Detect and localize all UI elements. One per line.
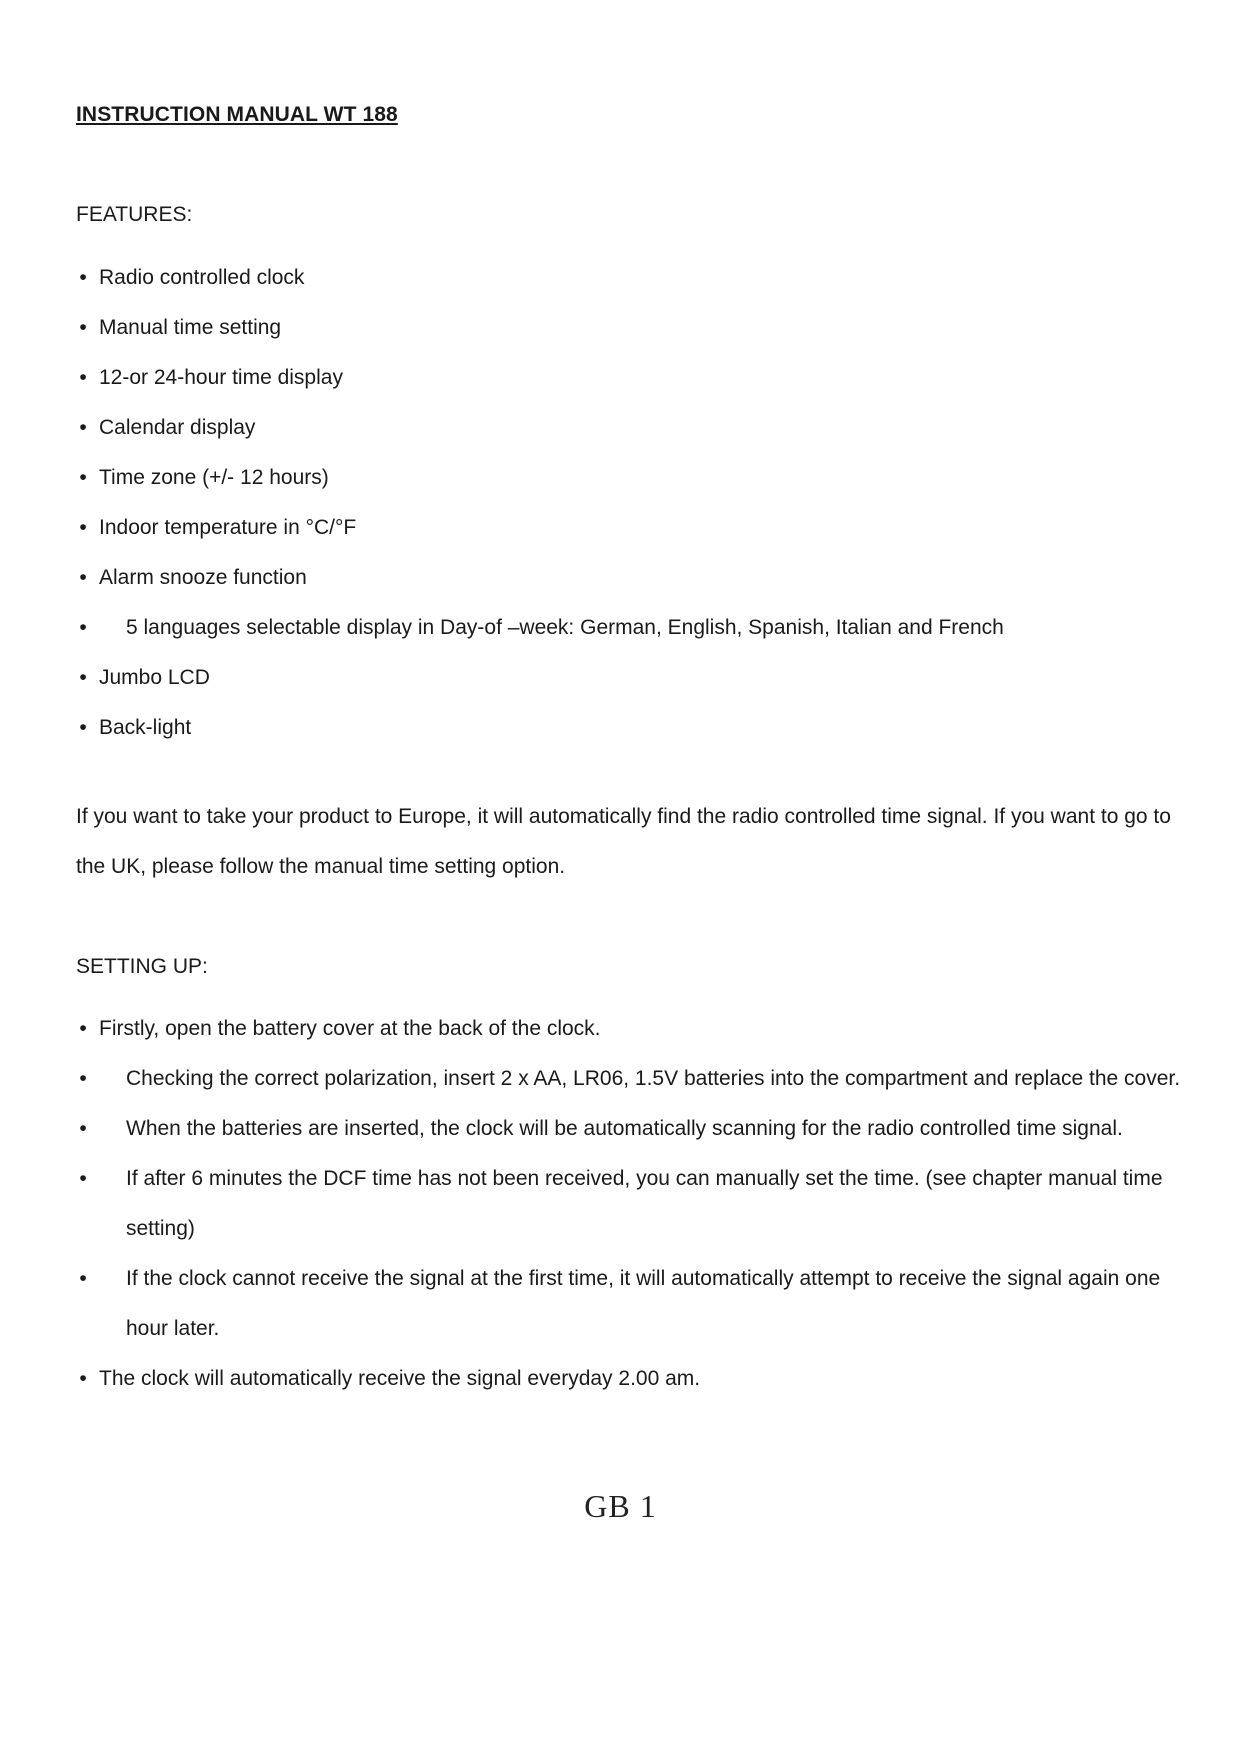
bullet-icon: • xyxy=(79,616,87,639)
feature-text: Manual time setting xyxy=(99,316,282,339)
feature-text: 12-or 24-hour time display xyxy=(99,366,343,389)
bullet-icon: • xyxy=(79,566,87,589)
setup-step-text: If the clock cannot receive the signal at the first time, it will automatically attempt to receive the signal again one hour later. xyxy=(126,1267,1161,1340)
list-item xyxy=(76,403,1186,453)
feature-text: Indoor temperature in °C/°F xyxy=(99,516,357,539)
bullet-icon: • xyxy=(79,1367,87,1390)
list-item xyxy=(76,453,1186,503)
list-item xyxy=(76,603,1186,653)
list-item xyxy=(76,303,1186,353)
europe-paragraph: If you want to take your product to Europe, it will automatically find the radio controlled time signal. If you want to go to the UK, please follow the manual time setting option. xyxy=(76,805,1171,878)
list-item xyxy=(76,1004,1186,1054)
bullet-icon: • xyxy=(79,316,87,339)
bullet-icon: • xyxy=(79,1067,87,1090)
feature-text: Alarm snooze function xyxy=(99,566,307,589)
list-item xyxy=(76,503,1186,553)
feature-text: Radio controlled clock xyxy=(99,266,305,289)
bullet-icon: • xyxy=(79,1117,87,1140)
feature-text: 5 languages selectable display in Day-of –week: German, English, Spanish, Italian and French xyxy=(126,616,1004,639)
bullet-icon: • xyxy=(79,1017,87,1040)
list-item xyxy=(76,1154,1186,1254)
list-item xyxy=(76,1054,1186,1104)
list-item xyxy=(76,1104,1186,1154)
bullet-icon: • xyxy=(79,416,87,439)
bullet-icon: • xyxy=(79,466,87,489)
setup-step-text: The clock will automatically receive the signal everyday 2.00 am. xyxy=(99,1367,701,1390)
feature-text: Jumbo LCD xyxy=(99,666,210,689)
setup-step-text: Firstly, open the battery cover at the back of the clock. xyxy=(99,1017,601,1040)
bullet-icon: • xyxy=(79,366,87,389)
bullet-icon: • xyxy=(79,266,87,289)
bullet-icon: • xyxy=(79,1267,87,1290)
feature-text: Back-light xyxy=(99,716,192,739)
list-item xyxy=(76,703,1186,753)
bullet-icon: • xyxy=(79,716,87,739)
features-heading: FEATURES: xyxy=(76,203,193,226)
page-number: GB 1 xyxy=(584,1488,657,1524)
list-item xyxy=(76,1354,1186,1404)
list-item xyxy=(76,553,1186,603)
bullet-icon: • xyxy=(79,516,87,539)
bullet-icon: • xyxy=(79,666,87,689)
setup-step-text: Checking the correct polarization, insert 2 x AA, LR06, 1.5V batteries into the compartment and replace the cover. xyxy=(126,1067,1181,1090)
setup-heading: SETTING UP: xyxy=(76,955,208,978)
setup-step-text: If after 6 minutes the DCF time has not been received, you can manually set the time. (see chapter manual time setting) xyxy=(126,1167,1163,1240)
list-item xyxy=(76,253,1186,303)
setup-step-text: When the batteries are inserted, the clock will be automatically scanning for the radio controlled time signal. xyxy=(126,1117,1123,1140)
bullet-icon: • xyxy=(79,1167,87,1190)
feature-text: Time zone (+/- 12 hours) xyxy=(99,466,329,489)
document-title: INSTRUCTION MANUAL WT 188 xyxy=(76,103,398,126)
features-list xyxy=(76,253,1186,753)
setup-list xyxy=(76,1004,1186,1404)
list-item xyxy=(76,1254,1186,1354)
feature-text: Calendar display xyxy=(99,416,256,439)
list-item xyxy=(76,653,1186,703)
list-item xyxy=(76,353,1186,403)
